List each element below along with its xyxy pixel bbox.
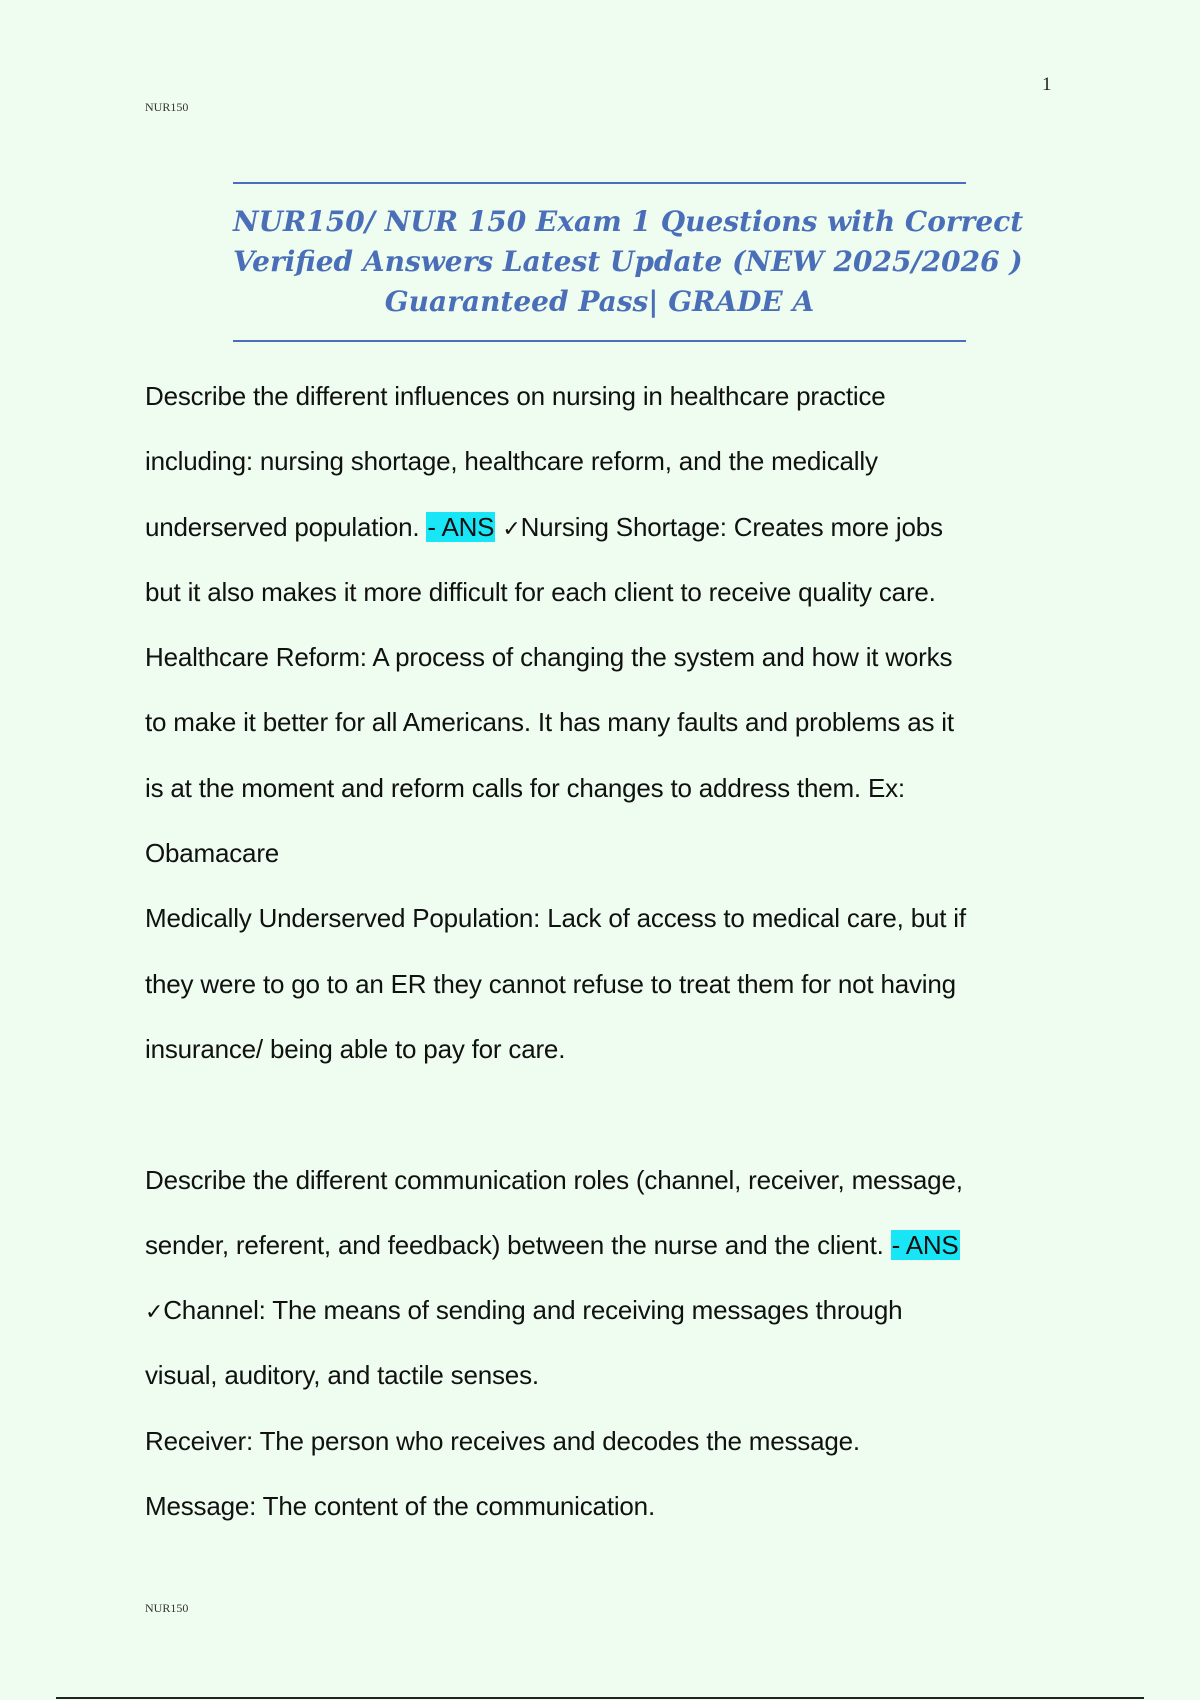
q1-line-1: Describe the different influences on nursing in healthcare practice [145,381,886,411]
q1-line-10: they were to go to an ER they cannot refuse to treat them for not having [145,968,956,999]
q2-line-6: Message: The content of the communication. [145,1491,655,1522]
footer-divider [56,1697,1144,1699]
q2-line-1: Describe the different communication roles (channel, receiver, message, [145,1164,963,1195]
q1-line-7: is at the moment and reform calls for changes to address them. Ex: [145,772,905,803]
q2-line-4: visual, auditory, and tactile senses. [145,1360,539,1391]
checkmark-icon: ✓ [145,1300,164,1326]
q1-line-2: including: nursing shortage, healthcare reform, and the medically [145,446,878,477]
q2-line-2 [145,1213,1065,1278]
checkmark-icon: ✓ [502,516,521,542]
q2-line-3 [145,1278,1065,1343]
q1-answer-marker: - ANS [427,511,495,542]
q1-line-6: to make it better for all Americans. It has many faults and problems as it [145,707,954,738]
q1-line-4: but it also makes it more difficult for each client to receive quality care. [145,576,936,607]
paragraph-spacer [145,1082,1065,1147]
document-body [145,364,1065,1539]
running-head-top: NUR150 [145,100,189,114]
q2-answer-marker: - ANS [891,1229,959,1260]
q2-line-5: Receiver: The person who receives and decodes the message. [145,1425,860,1456]
q1-line-3 [145,495,1065,560]
page-number: 1 [1042,74,1052,95]
q1-line-5: Healthcare Reform: A process of changing the system and how it works [145,642,953,673]
document-title [233,182,1024,342]
title-line-3: Guaranteed Pass| GRADE A [384,285,815,318]
q1-question-end: underserved population. [145,511,427,542]
q1-line-8: Obamacare [145,838,280,869]
running-head-bottom: NUR150 [145,1601,189,1615]
title-line-1: NUR150/ NUR 150 Exam 1 Questions with Correct [233,205,1024,238]
q1-answer-start: Nursing Shortage: Creates more jobs [520,511,943,542]
title-line-2: Verified Answers Latest Update (NEW 2025/2026 ) [233,245,1023,278]
q1-line-11: insurance/ being able to pay for care. [145,1033,566,1064]
q2-answer-start: Channel: The means of sending and receiving messages through [163,1295,903,1326]
q1-line-9: Medically Underserved Population: Lack of access to medical care, but if [145,903,966,934]
q2-question-end: sender, referent, and feedback) between the nurse and the client. [145,1229,891,1260]
